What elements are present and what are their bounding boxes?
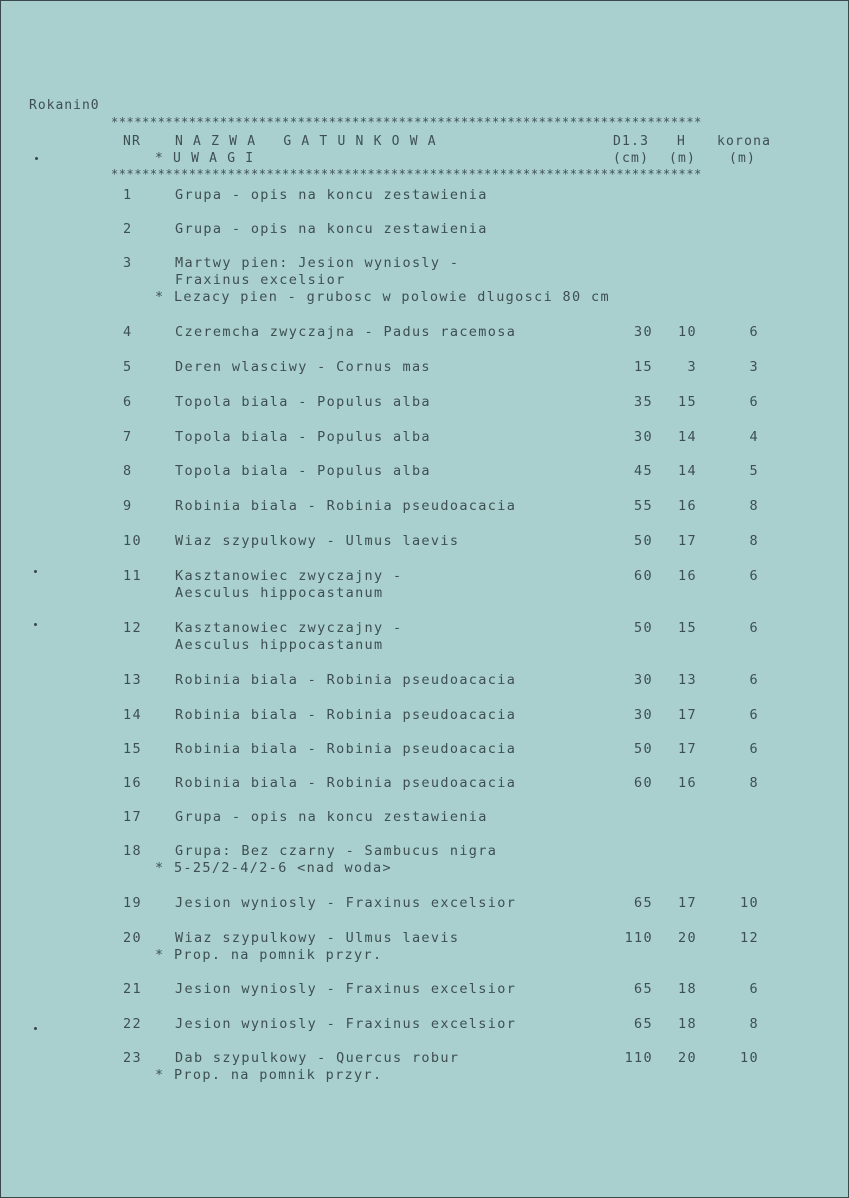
diameter-value: 110: [624, 1050, 653, 1066]
table-row: [1, 359, 849, 389]
table-row: [1, 324, 849, 354]
separator-top: ****************************************************************************: [111, 115, 702, 129]
crown-value: 4: [749, 429, 759, 445]
diameter-value: 65: [634, 1016, 653, 1032]
table-row: [1, 895, 849, 925]
header-korona-unit: (m): [729, 151, 757, 166]
header-h: H: [677, 134, 687, 149]
species-name: Wiaz szypulkowy - Ulmus laevis: [175, 533, 460, 549]
table-row: [1, 187, 849, 217]
row-note: * Prop. na pomnik przyr.: [155, 1067, 383, 1083]
diameter-value: 30: [634, 672, 653, 688]
diameter-value: 30: [634, 707, 653, 723]
row-number: 8: [123, 463, 133, 479]
row-number: 10: [123, 533, 142, 549]
species-name: Robinia biala - Robinia pseudoacacia: [175, 672, 517, 688]
species-name: Wiaz szypulkowy - Ulmus laevis: [175, 930, 460, 946]
table-row: [1, 394, 849, 424]
table-row: [1, 1016, 849, 1046]
crown-value: 6: [749, 672, 759, 688]
height-value: 16: [678, 498, 697, 514]
diameter-value: 60: [634, 775, 653, 791]
table-row: [1, 463, 849, 493]
crown-value: 5: [749, 463, 759, 479]
height-value: 17: [678, 895, 697, 911]
crown-value: 6: [749, 620, 759, 636]
species-name: Robinia biala - Robinia pseudoacacia: [175, 775, 517, 791]
crown-value: 8: [749, 1016, 759, 1032]
header-h-unit: (m): [669, 151, 697, 166]
species-name: Martwy pien: Jesion wyniosly -: [175, 255, 460, 271]
table-row: [1, 672, 849, 702]
diameter-value: 55: [634, 498, 653, 514]
table-row: [1, 1050, 849, 1083]
species-name: Robinia biala - Robinia pseudoacacia: [175, 741, 517, 757]
table-row: [1, 741, 849, 771]
table-row: [1, 568, 849, 601]
species-name: Robinia biala - Robinia pseudoacacia: [175, 498, 517, 514]
margin-dot: [34, 1027, 37, 1030]
height-value: 18: [678, 1016, 697, 1032]
diameter-value: 45: [634, 463, 653, 479]
species-name: Czeremcha zwyczajna - Padus racemosa: [175, 324, 517, 340]
diameter-value: 15: [634, 359, 653, 375]
row-number: 21: [123, 981, 142, 997]
height-value: 17: [678, 741, 697, 757]
species-name: Kasztanowiec zwyczajny -: [175, 568, 403, 584]
species-name: Grupa - opis na koncu zestawienia: [175, 187, 488, 203]
height-value: 17: [678, 533, 697, 549]
table-row: [1, 255, 849, 305]
margin-dot: [34, 570, 37, 573]
height-value: 16: [678, 568, 697, 584]
separator-bottom: ****************************************************************************: [111, 167, 702, 181]
species-name: Jesion wyniosly - Fraxinus excelsior: [175, 895, 517, 911]
row-number: 5: [123, 359, 133, 375]
height-value: 20: [678, 1050, 697, 1066]
species-name: Grupa - opis na koncu zestawienia: [175, 221, 488, 237]
table-row: [1, 930, 849, 963]
crown-value: 6: [749, 324, 759, 340]
row-note: * Prop. na pomnik przyr.: [155, 947, 383, 963]
height-value: 13: [678, 672, 697, 688]
crown-value: 8: [749, 498, 759, 514]
row-number: 2: [123, 221, 133, 237]
table-row: [1, 775, 849, 805]
crown-value: 6: [749, 394, 759, 410]
row-number: 4: [123, 324, 133, 340]
species-name: Grupa - opis na koncu zestawienia: [175, 809, 488, 825]
species-name: Topola biala - Populus alba: [175, 463, 431, 479]
species-name: Topola biala - Populus alba: [175, 429, 431, 445]
height-value: 18: [678, 981, 697, 997]
crown-value: 10: [740, 1050, 759, 1066]
species-name-continued: Fraxinus excelsior: [175, 272, 346, 288]
row-number: 6: [123, 394, 133, 410]
diameter-value: 30: [634, 324, 653, 340]
crown-value: 8: [749, 533, 759, 549]
diameter-value: 30: [634, 429, 653, 445]
diameter-value: 50: [634, 533, 653, 549]
row-number: 23: [123, 1050, 142, 1066]
row-number: 13: [123, 672, 142, 688]
diameter-value: 65: [634, 981, 653, 997]
crown-value: 3: [749, 359, 759, 375]
table-row: [1, 498, 849, 528]
crown-value: 6: [749, 741, 759, 757]
header-uwagi: * U W A G I: [155, 151, 255, 166]
crown-value: 10: [740, 895, 759, 911]
species-name: Grupa: Bez czarny - Sambucus nigra: [175, 843, 498, 859]
row-number: 15: [123, 741, 142, 757]
species-name-continued: Aesculus hippocastanum: [175, 585, 384, 601]
species-name: Topola biala - Populus alba: [175, 394, 431, 410]
species-name: Robinia biala - Robinia pseudoacacia: [175, 707, 517, 723]
table-row: [1, 620, 849, 653]
crown-value: 6: [749, 568, 759, 584]
crown-value: 8: [749, 775, 759, 791]
species-name: Dab szypulkowy - Quercus robur: [175, 1050, 460, 1066]
row-number: 20: [123, 930, 142, 946]
row-number: 12: [123, 620, 142, 636]
species-name: Deren wlasciwy - Cornus mas: [175, 359, 431, 375]
row-number: 16: [123, 775, 142, 791]
diameter-value: 35: [634, 394, 653, 410]
height-value: 14: [678, 429, 697, 445]
height-value: 3: [687, 359, 697, 375]
table-row: [1, 843, 849, 876]
height-value: 20: [678, 930, 697, 946]
crown-value: 6: [749, 707, 759, 723]
crown-value: 6: [749, 981, 759, 997]
height-value: 15: [678, 620, 697, 636]
diameter-value: 50: [634, 620, 653, 636]
row-number: 18: [123, 843, 142, 859]
diameter-value: 65: [634, 895, 653, 911]
row-note: * Lezacy pien - grubosc w polowie dlugosci 80 cm: [155, 289, 610, 305]
table-row: [1, 707, 849, 737]
row-number: 22: [123, 1016, 142, 1032]
header-d13-unit: (cm): [613, 151, 650, 166]
header-korona: korona: [717, 134, 772, 149]
species-name: Kasztanowiec zwyczajny -: [175, 620, 403, 636]
margin-dot: [34, 623, 37, 626]
height-value: 17: [678, 707, 697, 723]
row-number: 3: [123, 255, 133, 271]
row-number: 14: [123, 707, 142, 723]
table-row: [1, 981, 849, 1011]
species-name: Jesion wyniosly - Fraxinus excelsior: [175, 1016, 517, 1032]
row-number: 9: [123, 498, 133, 514]
species-name-continued: Aesculus hippocastanum: [175, 637, 384, 653]
row-number: 11: [123, 568, 142, 584]
height-value: 16: [678, 775, 697, 791]
document-title: Rokanin0: [29, 98, 100, 113]
species-name: Jesion wyniosly - Fraxinus excelsior: [175, 981, 517, 997]
margin-dot: [35, 157, 38, 160]
row-number: 17: [123, 809, 142, 825]
height-value: 14: [678, 463, 697, 479]
diameter-value: 110: [624, 930, 653, 946]
row-note: * 5-25/2-4/2-6 <nad woda>: [155, 860, 392, 876]
height-value: 15: [678, 394, 697, 410]
diameter-value: 60: [634, 568, 653, 584]
row-number: 1: [123, 187, 133, 203]
header-name: N A Z W A G A T U N K O W A: [175, 134, 437, 149]
row-number: 7: [123, 429, 133, 445]
table-row: [1, 221, 849, 251]
diameter-value: 50: [634, 741, 653, 757]
row-number: 19: [123, 895, 142, 911]
header-d13: D1.3: [613, 134, 650, 149]
table-row: [1, 533, 849, 563]
crown-value: 12: [740, 930, 759, 946]
table-row: [1, 429, 849, 459]
header-nr: NR: [123, 134, 142, 149]
height-value: 10: [678, 324, 697, 340]
table-row: [1, 809, 849, 839]
